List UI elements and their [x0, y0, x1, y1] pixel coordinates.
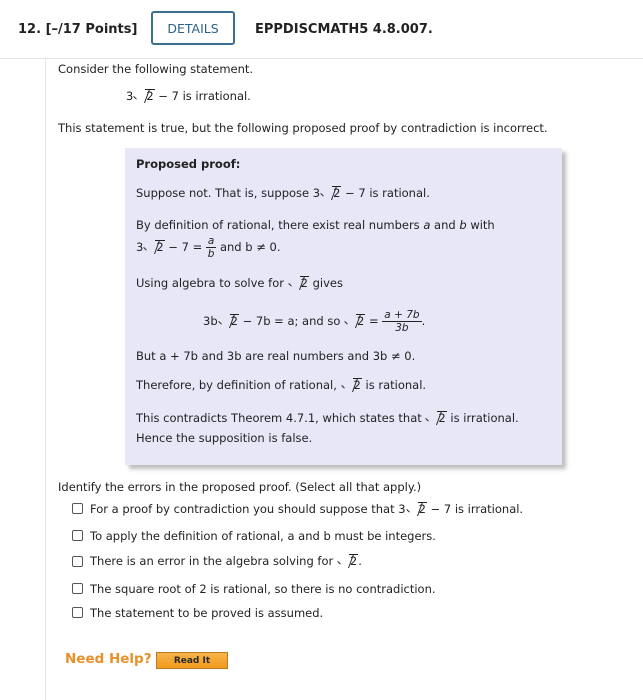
option-4-label[interactable]: The square root of 2 is rational, so there is no contradiction.: [90, 582, 436, 596]
proof-line-5: 3b 2 − 7b = a; and so 2 = $\frac{a + 7b}{3b}$ .: [203, 309, 426, 334]
option-5-label[interactable]: The statement to be proved is assumed.: [90, 606, 324, 620]
proof-line-9: Hence the supposition is false.: [136, 431, 313, 445]
option-2-label[interactable]: To apply the definition of rational, a and b must be integers.: [90, 529, 436, 543]
statement-intro: Consider the following statement.: [58, 62, 254, 76]
question-number-points: 12. [–/17 Points]: [18, 22, 138, 37]
need-help-label: Need Help?: [65, 651, 152, 667]
option-3-label[interactable]: There is an error in the algebra solving for 2.: [90, 554, 362, 568]
statement-expression: 3 2 − 7 is irrational.: [126, 89, 251, 103]
question-code: EPPDISCMATH5 4.8.007.: [255, 22, 433, 37]
proof-line-1: Suppose not. That is, suppose 3 2 − 7 is rational.: [136, 186, 430, 200]
proof-line-6: But a + 7b and 3b are real numbers and 3b ≠ 0.: [136, 349, 416, 363]
statement-note: This statement is true, but the following proposed proof by contradiction is incorrect.: [58, 121, 548, 135]
question-header: [0, 0, 643, 59]
details-button[interactable]: DETAILS: [151, 11, 235, 45]
option-5-checkbox[interactable]: [72, 607, 83, 618]
proof-title: Proposed proof:: [136, 157, 241, 171]
proof-line-4: Using algebra to solve for 2 gives: [136, 276, 343, 290]
content-divider: [45, 58, 46, 700]
proof-line-2: By definition of rational, there exist real numbers a and b with: [136, 218, 495, 232]
option-1-checkbox[interactable]: [72, 503, 83, 514]
option-2-checkbox[interactable]: [72, 530, 83, 541]
option-1-label[interactable]: For a proof by contradiction you should suppose that 3 2 − 7 is irrational.: [90, 502, 524, 516]
question-prompt: Identify the errors in the proposed proof. (Select all that apply.): [58, 480, 422, 494]
read-it-button[interactable]: Read It: [156, 652, 228, 669]
proof-line-3: 3 2 − 7 = $\frac{a}{b}$ and b ≠ 0.: [136, 235, 281, 260]
proof-line-8: This contradicts Theorem 4.7.1, which states that 2 is irrational.: [136, 411, 519, 425]
option-4-checkbox[interactable]: [72, 583, 83, 594]
option-3-checkbox[interactable]: [72, 556, 83, 567]
proof-line-7: Therefore, by definition of rational, 2 is rational.: [136, 378, 427, 392]
